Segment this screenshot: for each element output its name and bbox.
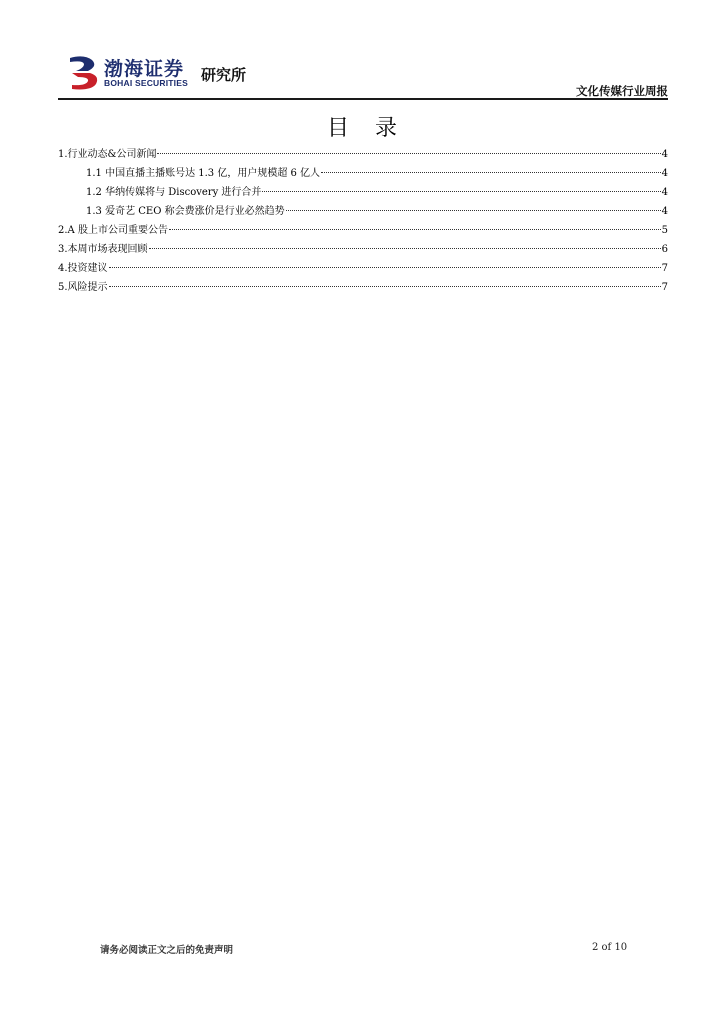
toc-leader-dots xyxy=(169,229,661,230)
institute-label: 研究所 xyxy=(201,66,247,84)
toc-entry-page: 4 xyxy=(661,206,668,217)
toc-entry-text: 1.3 爱奇艺 CEO 称会费涨价是行业必然趋势 xyxy=(86,206,285,217)
toc-leader-dots xyxy=(157,153,660,154)
footer-disclaimer: 请务必阅读正文之后的免责声明 xyxy=(100,945,234,956)
toc-entry-text: 1.2 华纳传媒将与 Discovery 进行合并 xyxy=(86,187,262,198)
toc-leader-dots xyxy=(109,267,661,268)
report-type: 文化传媒行业周报 xyxy=(576,84,668,98)
toc-entry-text: 1.行业动态&公司新闻 xyxy=(58,149,157,160)
toc-entry[interactable] xyxy=(58,221,668,240)
toc-entry-text: 4.投资建议 xyxy=(58,263,108,274)
toc-leader-dots xyxy=(149,248,661,249)
bohai-logo-icon xyxy=(66,54,102,92)
toc-entry-page: 6 xyxy=(661,244,668,255)
table-of-contents xyxy=(58,145,668,297)
brand-name-cn: 渤海证券 xyxy=(104,58,185,80)
toc-entry-text: 1.1 中国直播主播账号达 1.3 亿，用户规模超 6 亿人 xyxy=(86,168,321,179)
toc-leader-dots xyxy=(286,210,661,211)
toc-entry[interactable] xyxy=(58,145,668,164)
toc-title: 目录 xyxy=(326,116,423,141)
toc-entry-page: 7 xyxy=(661,282,668,293)
toc-entry-text: 5.风险提示 xyxy=(58,282,108,293)
page-header xyxy=(58,50,668,102)
toc-entry[interactable] xyxy=(58,183,668,202)
toc-entry-text: 2.A 股上市公司重要公告 xyxy=(58,225,168,236)
toc-entry-text: 3.本周市场表现回顾 xyxy=(58,244,148,255)
toc-entry[interactable] xyxy=(58,202,668,221)
toc-leader-dots xyxy=(109,286,661,287)
toc-entry-page: 4 xyxy=(661,149,668,160)
toc-entry[interactable] xyxy=(58,240,668,259)
toc-entry[interactable] xyxy=(58,278,668,297)
toc-entry-page: 7 xyxy=(661,263,668,274)
toc-entry[interactable] xyxy=(58,164,668,183)
header-divider xyxy=(58,98,668,100)
toc-leader-dots xyxy=(262,191,660,192)
toc-entry[interactable] xyxy=(58,259,668,278)
toc-entry-page: 4 xyxy=(661,168,668,179)
toc-entry-page: 4 xyxy=(661,187,668,198)
brand-name-en: BOHAI SECURITIES xyxy=(104,78,188,88)
footer-page-number: 2 of 10 xyxy=(592,942,628,953)
toc-leader-dots xyxy=(321,172,661,173)
toc-entry-page: 5 xyxy=(661,225,668,236)
